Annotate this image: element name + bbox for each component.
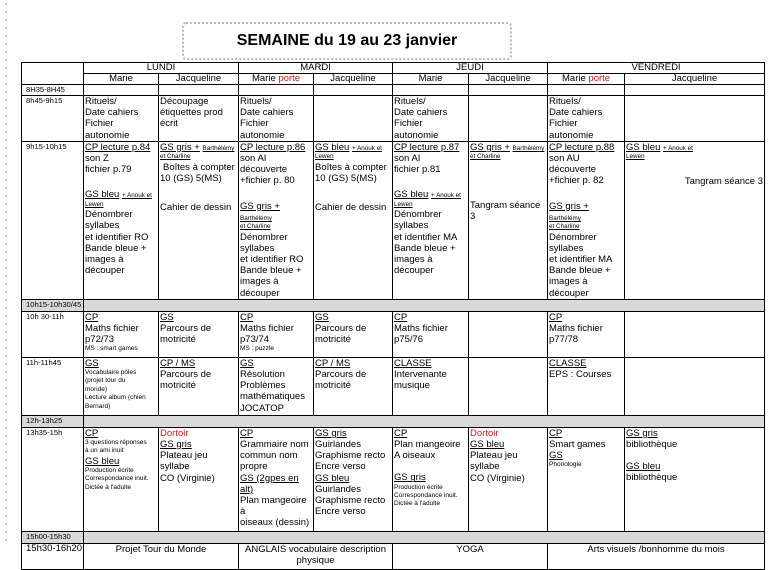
day-header-jeudi: JEUDI xyxy=(393,63,548,74)
cell-vendredi-marie: CLASSE EPS : Courses xyxy=(548,357,625,415)
cell-vendredi-marie: Rituels/ Date cahiers Fichier autonomie xyxy=(548,96,625,142)
cell-lundi-marie: Rituels/ Date cahiers Fichier autonomie xyxy=(84,96,159,142)
cell-jeudi-marie: CP Maths fichier p75/76 xyxy=(393,311,469,357)
cell xyxy=(625,357,765,415)
corner-cell xyxy=(22,63,84,85)
cell-lundi-marie: GS Vocabulaire pôles (projet tour du monde) Lecture album (chien Bernard) xyxy=(84,357,159,415)
cell-mardi-marie: CP Grammaire nom commun nom propre GS (2gpes en alt) Plan mangeoire à oiseaux (dessin) xyxy=(239,427,314,531)
cell xyxy=(548,85,625,96)
header-days-row xyxy=(22,63,765,74)
row-lunch xyxy=(22,415,765,427)
cell xyxy=(469,311,548,357)
cell xyxy=(469,85,548,96)
time-label: 8H35-8H45 xyxy=(22,85,84,96)
cell-mardi-marie: CP Maths fichier p73/74 MS : puzzle xyxy=(239,311,314,357)
cell-mardi-marie: GS Résolution Problèmes mathématiques JOCATOP xyxy=(239,357,314,415)
page-title: SEMAINE du 19 au 23 janvier xyxy=(182,22,512,60)
time-label: 15h30-16h20 xyxy=(22,543,84,569)
cell-jeudi-marie: CP Plan mangeoire A oiseaux GS gris Production écrite Correspondance inuit. Dictée à l'adulte xyxy=(393,427,469,531)
cell-jeudi-marie: CP lecture p.87 son AI fichier p.81 GS bleu + Anouk et Lewen Dénombrer syllabes et identifier MA Bande bleue + images à découper xyxy=(393,141,469,299)
time-label: 11h-11h45 xyxy=(22,357,84,415)
cell-mardi-afternoon: ANGLAIS vocabulaire description physique xyxy=(239,543,393,569)
row-11h xyxy=(22,357,765,415)
time-label: 9h15-10h15 xyxy=(22,141,84,299)
cell-vendredi-jacqueline: GS gris bibliothèque GS bleu bibliothèque xyxy=(625,427,765,531)
row-8h45 xyxy=(22,96,765,142)
staff-marie-porte: Marie porte xyxy=(239,74,314,85)
staff-jacqueline: Jacqueline xyxy=(159,74,239,85)
time-label: 13h35-15h xyxy=(22,427,84,531)
row-13h35 xyxy=(22,427,765,531)
cell-lundi-afternoon: Projet Tour du Monde xyxy=(84,543,239,569)
staff-jacqueline: Jacqueline xyxy=(314,74,393,85)
staff-marie-porte: Marie porte xyxy=(548,74,625,85)
row-8h35 xyxy=(22,85,765,96)
cell xyxy=(625,311,765,357)
cell-lundi-jacqueline: CP / MS Parcours de motricité xyxy=(159,357,239,415)
cell xyxy=(625,96,765,142)
cell-vendredi-marie: CP lecture p.88 son AU découverte +fichier p. 82 GS gris + Barthélémy et Charline Dénombrer syllabes et identifier MA Bande bleue + images à découper xyxy=(548,141,625,299)
cell xyxy=(314,85,393,96)
weekly-schedule-table xyxy=(21,62,765,570)
time-label: 10h15-10h30/45 xyxy=(22,299,84,311)
row-15h30 xyxy=(22,543,765,569)
cell-vendredi-marie: CP Maths fichier p77/78 xyxy=(548,311,625,357)
cell-vendredi-jacqueline: GS bleu + Anouk et Lewen Tangram séance 3 xyxy=(625,141,765,299)
time-label: 8h45-9h15 xyxy=(22,96,84,142)
cell-vendredi-marie: CP Smart games GS Phonologie xyxy=(548,427,625,531)
time-label: 10h 30-11h xyxy=(22,311,84,357)
page-margin-dots xyxy=(5,0,7,542)
cell xyxy=(239,85,314,96)
cell-jeudi-marie: Rituels/ Date cahiers Fichier autonomie xyxy=(393,96,469,142)
cell-lundi-jacqueline: GS Parcours de motricité xyxy=(159,311,239,357)
band-cell xyxy=(84,299,765,311)
cell xyxy=(84,85,159,96)
cell-mardi-jacqueline: GS gris Guirlandes Graphisme recto Encre verso GS bleu Guirlandes Graphisme recto Encre verso xyxy=(314,427,393,531)
row-recess-morning xyxy=(22,299,765,311)
cell-mardi-marie: Rituels/ Date cahiers Fichier autonomie xyxy=(239,96,314,142)
cell-jeudi-marie: CLASSE Intervenante musique xyxy=(393,357,469,415)
cell xyxy=(159,85,239,96)
header-staff-row xyxy=(22,74,765,85)
cell-vendredi-afternoon: Arts visuels /bonhomme du mois xyxy=(548,543,765,569)
cell-mardi-jacqueline: GS Parcours de motricité xyxy=(314,311,393,357)
staff-jacqueline: Jacqueline xyxy=(625,74,765,85)
cell xyxy=(625,85,765,96)
cell-lundi-jacqueline: Découpage étiquettes prod écrit xyxy=(159,96,239,142)
band-cell xyxy=(84,415,765,427)
cell-lundi-marie: CP lecture p.84 son Z fichier p.79 GS bleu + Anouk et Lewen Dénombrer syllabes et identifier RO Bande bleue + images à découper xyxy=(84,141,159,299)
row-10h30 xyxy=(22,311,765,357)
time-label: 12h-13h25 xyxy=(22,415,84,427)
cell-lundi-marie: CP Maths fichier p72/73 MS : smart games xyxy=(84,311,159,357)
day-header-vendredi: VENDREDI xyxy=(548,63,765,74)
row-9h15 xyxy=(22,141,765,299)
cell-lundi-jacqueline: Dortoir GS gris Plateau jeu syllabe CO (Virginie) xyxy=(159,427,239,531)
cell-mardi-marie: CP lecture p.86 son AI découverte +fichier p. 80 GS gris + Barthélémy et Charline Dénombrer syllabes et identifier RO Bande bleue + images à découper xyxy=(239,141,314,299)
cell-lundi-marie: CP 3 questions réponses à un ami inuit GS bleu Production écrite Correspondance inuit. Dictée à l'adulte xyxy=(84,427,159,531)
cell-lundi-jacqueline: GS gris + Barthélémy et Charline Boîtes à compter 10 (GS) 5(MS) Cahier de dessin xyxy=(159,141,239,299)
day-header-lundi: LUNDI xyxy=(84,63,239,74)
cell-jeudi-afternoon: YOGA xyxy=(393,543,548,569)
cell-mardi-jacqueline: GS bleu + Anouk et Lewen Boîtes à compter 10 (GS) 5(MS) Cahier de dessin xyxy=(314,141,393,299)
cell-jeudi-jacqueline: Dortoir GS bleu Plateau jeu syllabe CO (Virginie) xyxy=(469,427,548,531)
staff-marie: Marie xyxy=(84,74,159,85)
cell xyxy=(469,357,548,415)
cell xyxy=(393,85,469,96)
time-label: 15h00-15h30 xyxy=(22,531,84,543)
cell xyxy=(314,96,393,142)
staff-marie: Marie xyxy=(393,74,469,85)
staff-jacqueline: Jacqueline xyxy=(469,74,548,85)
cell-jeudi-jacqueline: GS gris + Barthélémy et Charline Tangram séance 3 xyxy=(469,141,548,299)
day-header-mardi: MARDI xyxy=(239,63,393,74)
cell xyxy=(469,96,548,142)
cell-mardi-jacqueline: CP / MS Parcours de motricité xyxy=(314,357,393,415)
